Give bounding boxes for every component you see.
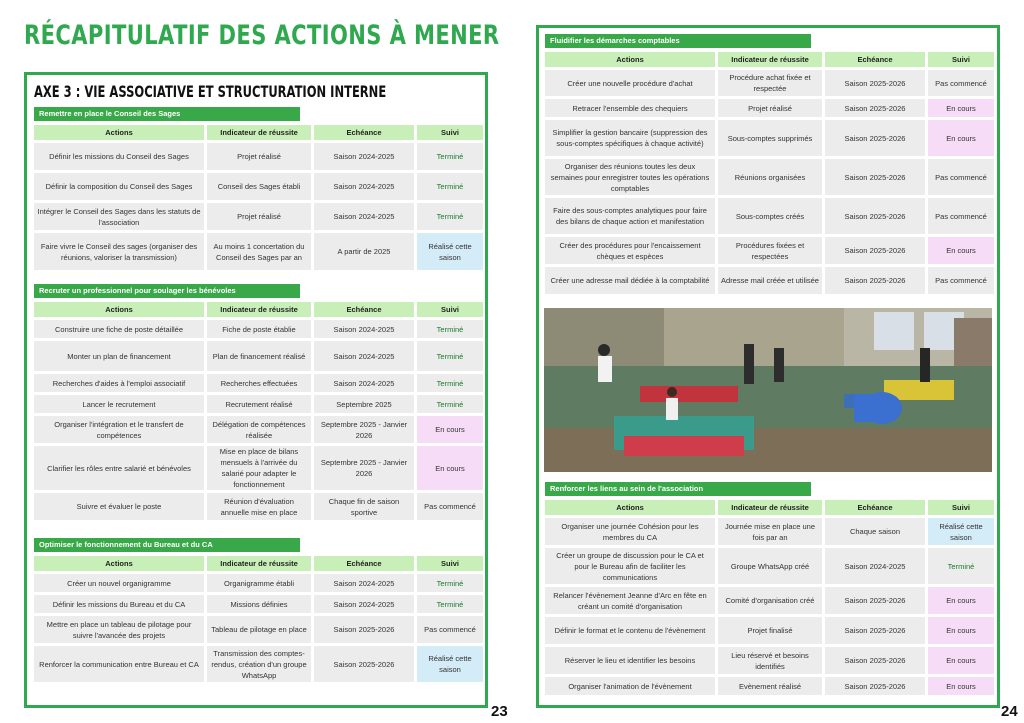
action-cell: Retracer l'ensemble des chequiers bbox=[545, 99, 715, 117]
indicateur-cell: Transmission des comptes-rendus, création d'un groupe WhatsApp bbox=[207, 646, 311, 682]
indicateur-cell: Recrutement réalisé bbox=[207, 395, 311, 413]
header-indicateur: Indicateur de réussite bbox=[207, 556, 311, 571]
indicateur-cell: Missions définies bbox=[207, 595, 311, 613]
suivi-cell: Terminé bbox=[417, 341, 483, 371]
suivi-cell: Pas commencé bbox=[417, 493, 483, 520]
header-actions: Actions bbox=[34, 302, 204, 317]
action-cell: Organiser l'animation de l'évènement bbox=[545, 677, 715, 695]
indicateur-cell: Projet finalisé bbox=[718, 617, 822, 644]
indicateur-cell: Au moins 1 concertation du Conseil des Sages par an bbox=[207, 233, 311, 270]
table-row bbox=[545, 677, 994, 695]
suivi-cell: En cours bbox=[928, 677, 994, 695]
echeance-cell: Saison 2025-2026 bbox=[825, 587, 925, 614]
echeance-cell: Saison 2025-2026 bbox=[825, 267, 925, 294]
echeance-cell: Septembre 2025 - Janvier 2026 bbox=[314, 446, 414, 490]
suivi-cell: Réalisé cette saison bbox=[417, 646, 483, 682]
indicateur-cell: Evènement réalisé bbox=[718, 677, 822, 695]
echeance-cell: Saison 2024-2025 bbox=[314, 203, 414, 230]
action-cell: Faire des sous-comptes analytiques pour faire des bilans de chaque action et manifestation bbox=[545, 198, 715, 234]
header-suivi: Suivi bbox=[928, 500, 994, 515]
suivi-cell: En cours bbox=[417, 446, 483, 490]
echeance-cell: Saison 2025-2026 bbox=[314, 616, 414, 643]
section-band-compta: Fluidifier les démarches comptables bbox=[545, 34, 811, 48]
indicateur-cell: Sous-comptes supprimés bbox=[718, 120, 822, 156]
action-cell: Créer un groupe de discussion pour le CA et pour le Bureau afin de faciliter les communications bbox=[545, 548, 715, 584]
table-row bbox=[545, 120, 994, 156]
header-suivi: Suivi bbox=[417, 125, 483, 140]
suivi-cell: Terminé bbox=[417, 320, 483, 338]
table-bureau bbox=[31, 553, 486, 685]
action-cell: Construire une fiche de poste détaillée bbox=[34, 320, 204, 338]
indicateur-cell: Organigramme établi bbox=[207, 574, 311, 592]
suivi-cell: Réalisé cette saison bbox=[417, 233, 483, 270]
suivi-cell: Terminé bbox=[417, 173, 483, 200]
table-row bbox=[545, 198, 994, 234]
indicateur-cell: Réunion d'évaluation annuelle mise en place bbox=[207, 493, 311, 520]
table-row bbox=[34, 595, 483, 613]
table-row bbox=[545, 70, 994, 96]
section-band-conseil: Remettre en place le Conseil des Sages bbox=[34, 107, 300, 121]
header-echeance: Echéance bbox=[314, 302, 414, 317]
suivi-cell: Terminé bbox=[417, 395, 483, 413]
table-row bbox=[34, 341, 483, 371]
echeance-cell: Saison 2024-2025 bbox=[314, 341, 414, 371]
action-cell: Créer des procédures pour l'encaissement chèques et espèces bbox=[545, 237, 715, 264]
indicateur-cell: Plan de financement réalisé bbox=[207, 341, 311, 371]
suivi-cell: Pas commencé bbox=[928, 198, 994, 234]
suivi-cell: Pas commencé bbox=[928, 70, 994, 96]
echeance-cell: Saison 2024-2025 bbox=[314, 173, 414, 200]
suivi-cell: Pas commencé bbox=[928, 159, 994, 195]
echeance-cell: Saison 2025-2026 bbox=[825, 677, 925, 695]
header-actions: Actions bbox=[34, 556, 204, 571]
indicateur-cell: Journée mise en place une fois par an bbox=[718, 518, 822, 545]
action-cell: Créer un nouvel organigramme bbox=[34, 574, 204, 592]
action-cell: Intégrer le Conseil des Sages dans les statuts de l'association bbox=[34, 203, 204, 230]
table-row bbox=[545, 647, 994, 674]
table-row bbox=[34, 493, 483, 520]
suivi-cell: Réalisé cette saison bbox=[928, 518, 994, 545]
table-row bbox=[545, 587, 994, 614]
action-cell: Définir les missions du Bureau et du CA bbox=[34, 595, 204, 613]
table-row bbox=[34, 173, 483, 200]
indicateur-cell: Comité d'organisation créé bbox=[718, 587, 822, 614]
header-indicateur: Indicateur de réussite bbox=[718, 52, 822, 67]
header-indicateur: Indicateur de réussite bbox=[718, 500, 822, 515]
table-row bbox=[34, 203, 483, 230]
action-cell: Définir la composition du Conseil des Sages bbox=[34, 173, 204, 200]
action-cell: Relancer l'évènement Jeanne d'Arc en fête en créant un comité d'organisation bbox=[545, 587, 715, 614]
table-row bbox=[34, 574, 483, 592]
header-suivi: Suivi bbox=[417, 556, 483, 571]
table-row bbox=[545, 518, 994, 545]
page-number-left: 23 bbox=[491, 703, 508, 720]
header-echeance: Echéance bbox=[825, 52, 925, 67]
table-compta bbox=[542, 49, 997, 297]
indicateur-cell: Projet réalisé bbox=[207, 143, 311, 170]
axe-title: AXE 3 : VIE ASSOCIATIVE ET STRUCTURATION INTERNE bbox=[34, 82, 387, 101]
action-cell: Définir le format et le contenu de l'évènement bbox=[545, 617, 715, 644]
indicateur-cell: Tableau de pilotage en place bbox=[207, 616, 311, 643]
table-conseil bbox=[31, 122, 486, 273]
suivi-cell: Pas commencé bbox=[928, 267, 994, 294]
indicateur-cell: Groupe WhatsApp créé bbox=[718, 548, 822, 584]
indicateur-cell: Projet réalisé bbox=[207, 203, 311, 230]
indicateur-cell: Procédure achat fixée et respectée bbox=[718, 70, 822, 96]
echeance-cell: Saison 2025-2026 bbox=[825, 647, 925, 674]
indicateur-cell: Réunions organisées bbox=[718, 159, 822, 195]
echeance-cell: Saison 2024-2025 bbox=[825, 548, 925, 584]
header-suivi: Suivi bbox=[417, 302, 483, 317]
table-row bbox=[34, 616, 483, 643]
table-row bbox=[34, 320, 483, 338]
echeance-cell: Saison 2024-2025 bbox=[314, 574, 414, 592]
section-band-liens: Renforcer les liens au sein de l'association bbox=[545, 482, 811, 496]
echeance-cell: Septembre 2025 bbox=[314, 395, 414, 413]
indicateur-cell: Lieu réservé et besoins identifiés bbox=[718, 647, 822, 674]
header-suivi: Suivi bbox=[928, 52, 994, 67]
suivi-cell: Terminé bbox=[928, 548, 994, 584]
suivi-cell: En cours bbox=[928, 237, 994, 264]
table-row bbox=[34, 416, 483, 443]
echeance-cell: Saison 2025-2026 bbox=[825, 159, 925, 195]
echeance-cell: Saison 2025-2026 bbox=[825, 120, 925, 156]
indicateur-cell: Délégation de compétences réalisée bbox=[207, 416, 311, 443]
indicateur-cell: Recherches effectuées bbox=[207, 374, 311, 392]
page-number-right: 24 bbox=[1001, 703, 1018, 720]
echeance-cell: Saison 2024-2025 bbox=[314, 143, 414, 170]
action-cell: Lancer le recrutement bbox=[34, 395, 204, 413]
echeance-cell: A partir de 2025 bbox=[314, 233, 414, 270]
table-recruter bbox=[31, 299, 486, 523]
action-cell: Monter un plan de financement bbox=[34, 341, 204, 371]
header-actions: Actions bbox=[545, 52, 715, 67]
action-cell: Simplifier la gestion bancaire (suppression des sous-comptes spécifiques à chaque activité) bbox=[545, 120, 715, 156]
indicateur-cell: Conseil des Sages établi bbox=[207, 173, 311, 200]
suivi-cell: En cours bbox=[928, 647, 994, 674]
action-cell: Faire vivre le Conseil des sages (organiser des réunions, valoriser la transmission) bbox=[34, 233, 204, 270]
echeance-cell: Chaque saison bbox=[825, 518, 925, 545]
header-echeance: Echéance bbox=[314, 125, 414, 140]
header-echeance: Echéance bbox=[825, 500, 925, 515]
indicateur-cell: Procédures fixées et respectées bbox=[718, 237, 822, 264]
gym-photo bbox=[544, 308, 992, 472]
echeance-cell: Saison 2024-2025 bbox=[314, 595, 414, 613]
suivi-cell: En cours bbox=[928, 120, 994, 156]
table-row bbox=[545, 159, 994, 195]
action-cell: Réserver le lieu et identifier les besoins bbox=[545, 647, 715, 674]
echeance-cell: Saison 2024-2025 bbox=[314, 320, 414, 338]
table-row bbox=[545, 237, 994, 264]
section-band-bureau: Optimiser le fonctionnement du Bureau et du CA bbox=[34, 538, 300, 552]
suivi-cell: Pas commencé bbox=[417, 616, 483, 643]
table-row bbox=[34, 446, 483, 490]
echeance-cell: Saison 2024-2025 bbox=[314, 374, 414, 392]
action-cell: Organiser l'intégration et le transfert de compétences bbox=[34, 416, 204, 443]
header-echeance: Echéance bbox=[314, 556, 414, 571]
action-cell: Créer une adresse mail dédiée à la comptabilité bbox=[545, 267, 715, 294]
suivi-cell: En cours bbox=[928, 617, 994, 644]
indicateur-cell: Projet réalisé bbox=[718, 99, 822, 117]
indicateur-cell: Sous-comptes créés bbox=[718, 198, 822, 234]
table-row bbox=[545, 548, 994, 584]
page-title: RÉCAPITULATIF DES ACTIONS À MENER bbox=[24, 20, 500, 51]
indicateur-cell: Fiche de poste établie bbox=[207, 320, 311, 338]
table-row bbox=[34, 395, 483, 413]
suivi-cell: Terminé bbox=[417, 595, 483, 613]
echeance-cell: Saison 2025-2026 bbox=[825, 99, 925, 117]
action-cell: Organiser une journée Cohésion pour les membres du CA bbox=[545, 518, 715, 545]
suivi-cell: Terminé bbox=[417, 574, 483, 592]
echeance-cell: Saison 2025-2026 bbox=[825, 198, 925, 234]
suivi-cell: En cours bbox=[928, 587, 994, 614]
header-indicateur: Indicateur de réussite bbox=[207, 125, 311, 140]
indicateur-cell: Adresse mail créée et utilisée bbox=[718, 267, 822, 294]
table-row bbox=[545, 617, 994, 644]
echeance-cell: Saison 2025-2026 bbox=[314, 646, 414, 682]
echeance-cell: Saison 2025-2026 bbox=[825, 70, 925, 96]
suivi-cell: Terminé bbox=[417, 374, 483, 392]
echeance-cell: Chaque fin de saison sportive bbox=[314, 493, 414, 520]
section-band-recruter: Recruter un professionnel pour soulager les bénévoles bbox=[34, 284, 300, 298]
echeance-cell: Septembre 2025 - Janvier 2026 bbox=[314, 416, 414, 443]
suivi-cell: Terminé bbox=[417, 203, 483, 230]
header-indicateur: Indicateur de réussite bbox=[207, 302, 311, 317]
header-actions: Actions bbox=[34, 125, 204, 140]
action-cell: Organiser des réunions toutes les deux semaines pour enregistrer toutes les opérations comptables bbox=[545, 159, 715, 195]
table-row bbox=[34, 646, 483, 682]
table-liens bbox=[542, 497, 997, 698]
action-cell: Créer une nouvelle procédure d'achat bbox=[545, 70, 715, 96]
action-cell: Mettre en place un tableau de pilotage pour suivre l'avancée des projets bbox=[34, 616, 204, 643]
echeance-cell: Saison 2025-2026 bbox=[825, 617, 925, 644]
action-cell: Définir les missions du Conseil des Sages bbox=[34, 143, 204, 170]
table-row bbox=[545, 267, 994, 294]
action-cell: Suivre et évaluer le poste bbox=[34, 493, 204, 520]
action-cell: Recherches d'aides à l'emploi associatif bbox=[34, 374, 204, 392]
suivi-cell: En cours bbox=[928, 99, 994, 117]
suivi-cell: En cours bbox=[417, 416, 483, 443]
table-row bbox=[34, 374, 483, 392]
suivi-cell: Terminé bbox=[417, 143, 483, 170]
table-row bbox=[545, 99, 994, 117]
table-row bbox=[34, 233, 483, 270]
echeance-cell: Saison 2025-2026 bbox=[825, 237, 925, 264]
action-cell: Renforcer la communication entre Bureau et CA bbox=[34, 646, 204, 682]
indicateur-cell: Mise en place de bilans mensuels à l'arrivée du salarié pour adapter le fonctionnement bbox=[207, 446, 311, 490]
action-cell: Clarifier les rôles entre salarié et bénévoles bbox=[34, 446, 204, 490]
gym-photo-illustration bbox=[544, 308, 992, 472]
table-row bbox=[34, 143, 483, 170]
header-actions: Actions bbox=[545, 500, 715, 515]
